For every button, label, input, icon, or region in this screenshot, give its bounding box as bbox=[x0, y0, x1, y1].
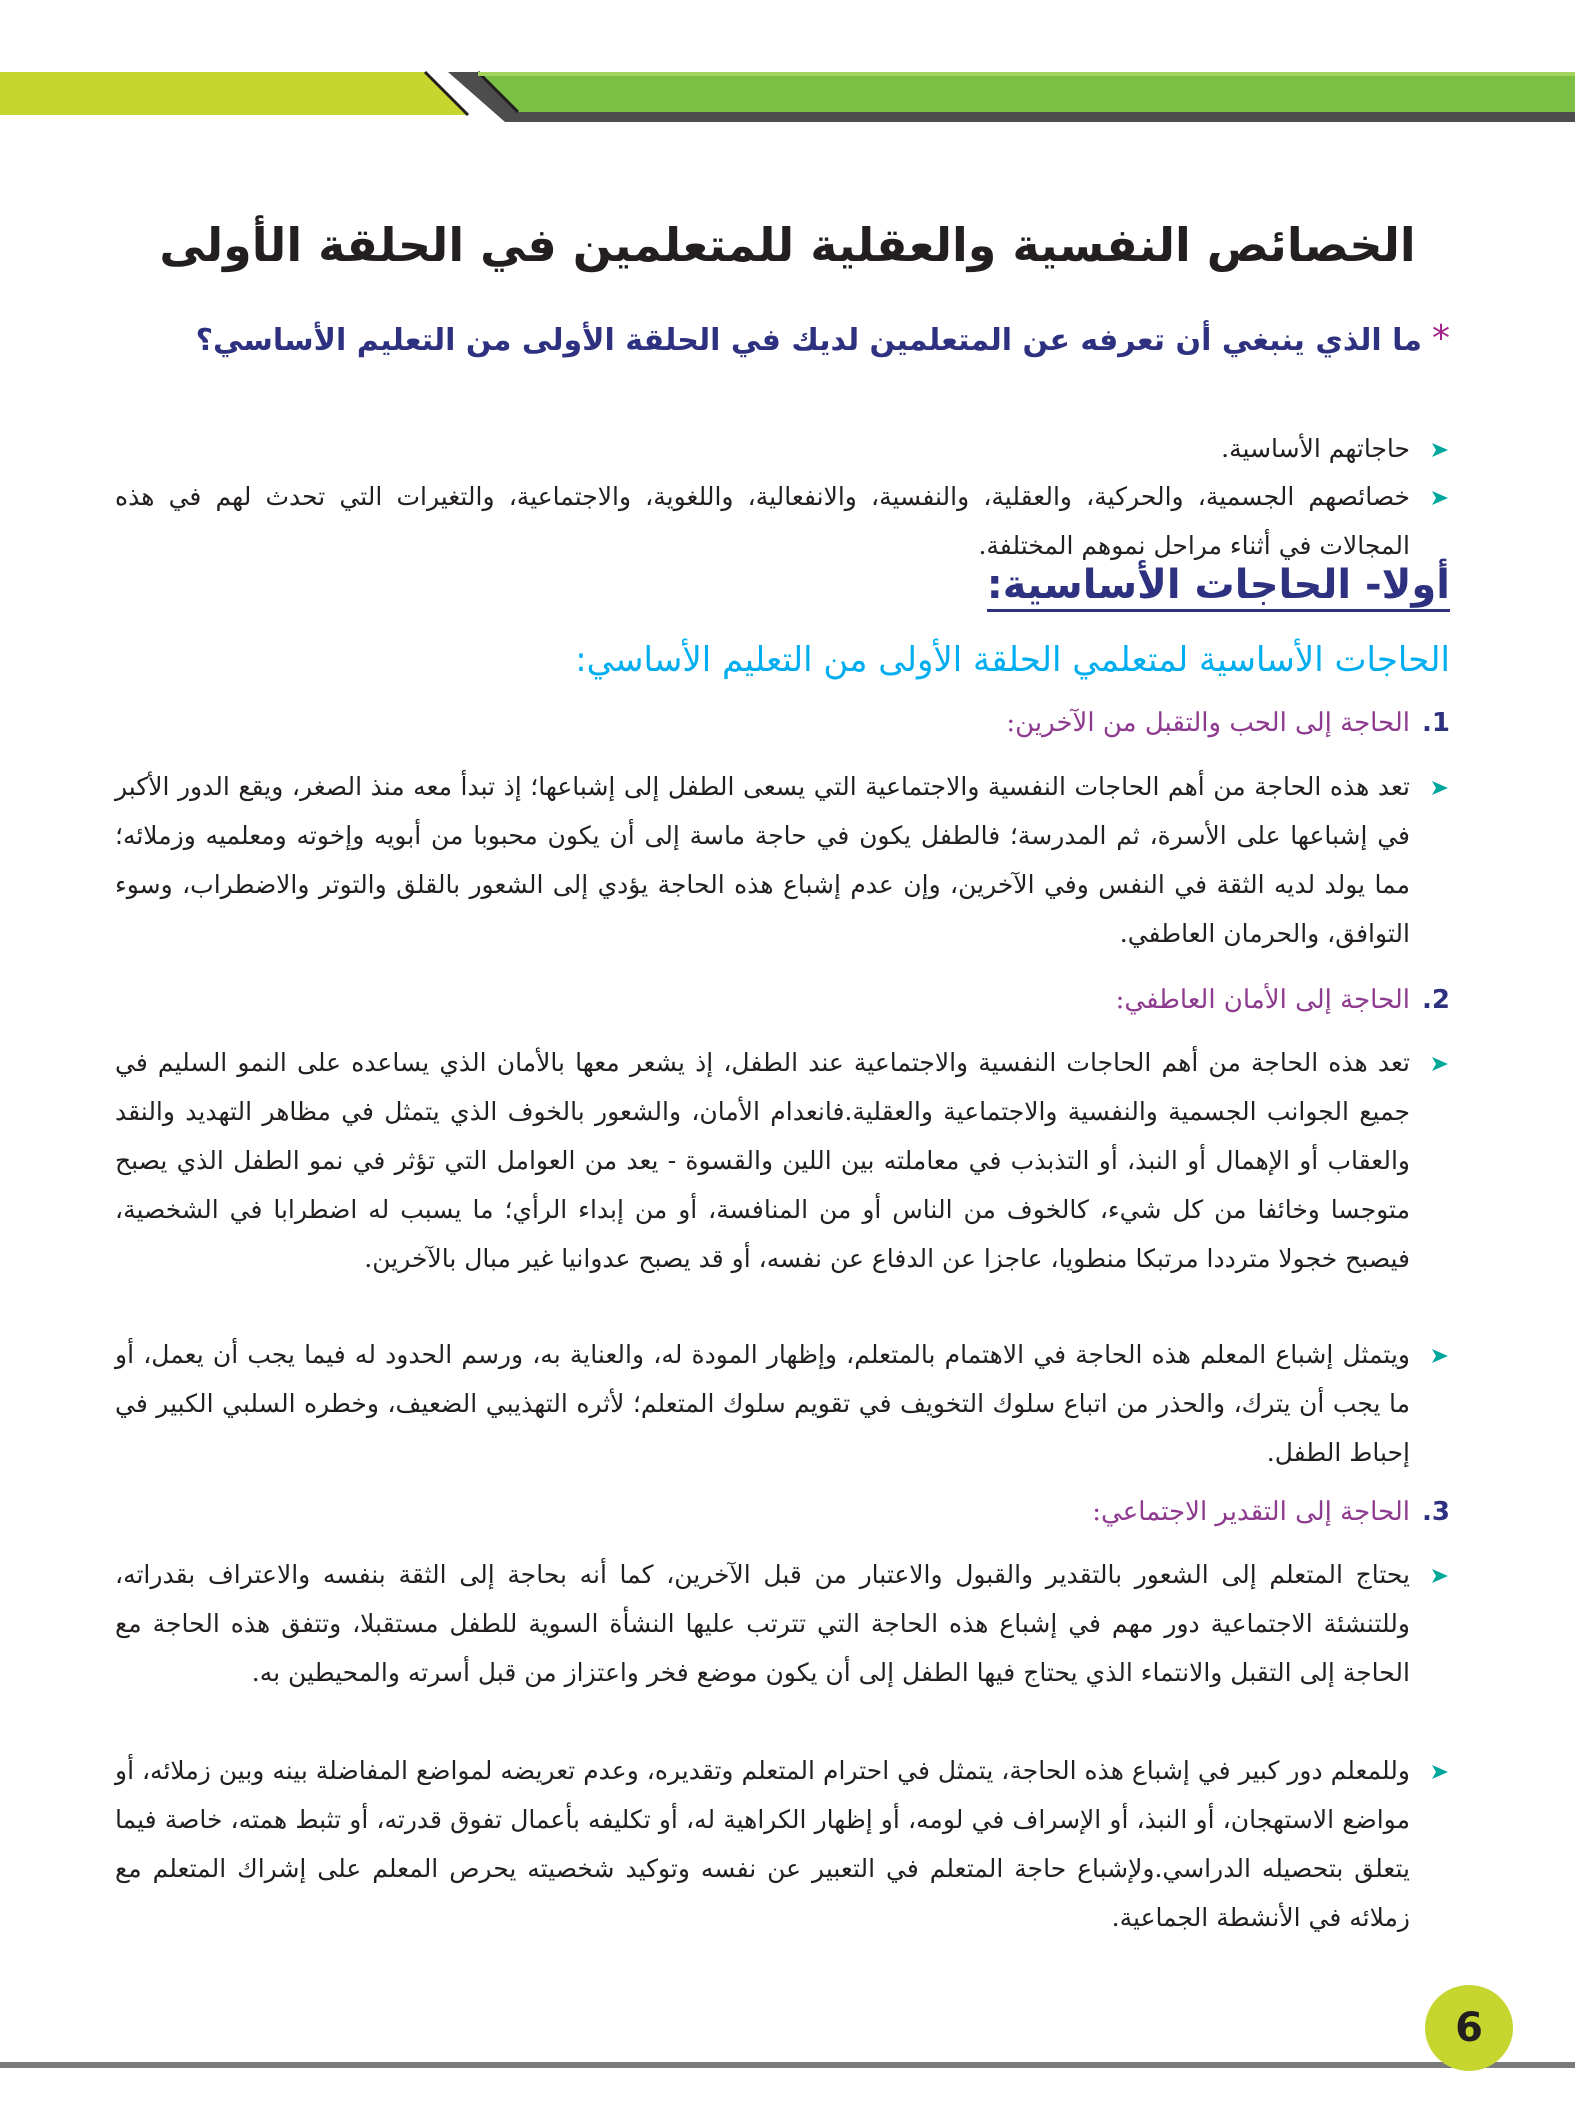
diamond-bullet-icon bbox=[1430, 1054, 1450, 1074]
guiding-question bbox=[115, 318, 1450, 359]
page-number-badge: 6 bbox=[1425, 1985, 1513, 2071]
need-heading bbox=[1116, 985, 1450, 1015]
need-paragraph-text: تعد هذه الحاجة من أهم الحاجات النفسية والاجتماعية عند الطفل، إذ يشعر معها بالأمان الذي يساعده على النمو السليم في جميع الجوانب الجسمية والنفسية والاجتماعية والعقلية.فانعدام الأمان، والشعور بالخوف الذي يتمثل في مظاهر التهديد والنقد والعقاب أو الإهمال أو النبذ، أو التذبذب في معاملته بين اللين والقسوة - يعد من العوامل التي تؤثر في نمو الطفل الذي يصبح متوجسا وخائفا من كل شيء، كالخوف من الناس أو من المنافسة، أو من إبداء الرأي؛ ما يسبب له اضطرابا في الشخصية، فيصبح خجولا مترددا مرتبكا منطويا، عاجزا عن الدفاع عن نفسه، أو قد يصبح عدوانيا غير مبال بالآخرين. bbox=[115, 1048, 1410, 1273]
green-band bbox=[478, 72, 1575, 112]
need-number: 3. bbox=[1422, 1497, 1450, 1527]
need-heading-text: الحاجة إلى الحب والتقبل من الآخرين: bbox=[1006, 708, 1411, 738]
question-text: ما الذي ينبغي أن تعرفه عن المتعلمين لديك في الحلقة الأولى من التعليم الأساسي؟ bbox=[195, 323, 1422, 358]
need-paragraph bbox=[115, 762, 1450, 958]
green-band-top bbox=[478, 72, 1575, 76]
intro-bullet bbox=[115, 424, 1450, 473]
need-number: 1. bbox=[1422, 708, 1450, 738]
need-paragraph-text: ويتمثل إشباع المعلم هذه الحاجة في الاهتمام بالمتعلم، وإظهار المودة له، والعناية به، ورسم الحدود له فيما يجب أن يعمل، أو ما يجب أن يترك، والحذر من اتباع سلوك التخويف في تقويم سلوك المتعلم؛ لأثره التهذيبي الضعيف، وخطره السلبي الكبير في إحباط الطفل. bbox=[115, 1340, 1410, 1467]
need-heading-text: الحاجة إلى التقدير الاجتماعي: bbox=[1092, 1497, 1411, 1527]
diamond-bullet-icon bbox=[1430, 1566, 1450, 1586]
diamond-bullet-icon bbox=[1430, 440, 1450, 460]
diamond-bullet-icon bbox=[1430, 1346, 1450, 1366]
intro-bullet bbox=[115, 472, 1450, 570]
need-paragraph-text: وللمعلم دور كبير في إشباع هذه الحاجة، يتمثل في احترام المتعلم وتقديره، وعدم تعريضه لمواضع المفاضلة بينه وبين زملائه، أو مواضع الاستهجان، أو النبذ، أو الإسراف في لومه، أو إظهار الكراهية له، أو تكليفه بأعمال تفوق قدرته، أو تثبط همته، خاصة فيما يتعلق بتحصيله الدراسي.ولإشباع حاجة المتعلم في التعبير عن نفسه وتوكيد شخصيته يحرص المعلم على إشراك المتعلم مع زملائه في الأنشطة الجماعية. bbox=[115, 1756, 1410, 1932]
need-paragraph bbox=[115, 1550, 1450, 1697]
intro-bullet-text: خصائصهم الجسمية، والحركية، والعقلية، والنفسية، والانفعالية، واللغوية، والاجتماعية، والتغيرات التي تحدث لهم في هذه المجالات في أثناء مراحل نموهم المختلفة. bbox=[115, 482, 1410, 560]
need-heading bbox=[1092, 1497, 1450, 1527]
section-subtitle: الحاجات الأساسية لمتعلمي الحلقة الأولى من التعليم الأساسي: bbox=[575, 640, 1450, 680]
need-paragraph bbox=[115, 1746, 1450, 1942]
section-title-underline bbox=[987, 609, 1450, 612]
top-banner bbox=[0, 0, 1575, 140]
diamond-bullet-icon bbox=[1430, 778, 1450, 798]
section-title-text: أولا- الحاجات الأساسية: bbox=[986, 562, 1450, 608]
diamond-bullet-icon bbox=[1430, 488, 1450, 508]
intro-bullet-text: حاجاتهم الأساسية. bbox=[1221, 434, 1410, 463]
need-number: 2. bbox=[1422, 985, 1450, 1015]
need-paragraph bbox=[115, 1038, 1450, 1283]
footer-rule bbox=[0, 2062, 1575, 2068]
page-title: الخصائص النفسية والعقلية للمتعلمين في الحلقة الأولى bbox=[159, 218, 1416, 272]
need-paragraph-text: تعد هذه الحاجة من أهم الحاجات النفسية والاجتماعية التي يسعى الطفل إلى إشباعها؛ إذ تبدأ معه منذ الصغر، ويقع الدور الأكبر في إشباعها على الأسرة، ثم المدرسة؛ فالطفل يكون في حاجة ماسة إلى أن يكون محبوبا من أبويه وإخوته ومعلميه وزملائه؛ مما يولد لديه الثقة في النفس وفي الآخرين، وإن عدم إشباع هذه الحاجة يؤدي إلى الشعور بالقلق والتوتر والاضطراب، وسوء التوافق، والحرمان العاطفي. bbox=[115, 772, 1410, 948]
lime-band bbox=[0, 72, 468, 115]
section-title bbox=[987, 562, 1450, 608]
star-icon: * bbox=[1432, 318, 1450, 359]
need-heading bbox=[1006, 708, 1450, 738]
need-heading-text: الحاجة إلى الأمان العاطفي: bbox=[1115, 985, 1411, 1015]
need-paragraph bbox=[115, 1330, 1450, 1477]
diamond-bullet-icon bbox=[1430, 1762, 1450, 1782]
need-paragraph-text: يحتاج المتعلم إلى الشعور بالتقدير والقبول والاعتبار من قبل الآخرين، كما أنه بحاجة إلى الثقة بنفسه والاعتراف بقدراته، وللتنشئة الاجتماعية دور مهم في إشباع هذه الحاجة التي تترتب عليها النشأة السوية للطفل مستقبلا، وتتفق هذه الحاجة مع الحاجة إلى التقبل والانتماء الذي يحتاج فيها الطفل إلى أن يكون موضع فخر واعتزاز من قبل أسرته والمحيطين به. bbox=[115, 1560, 1410, 1687]
